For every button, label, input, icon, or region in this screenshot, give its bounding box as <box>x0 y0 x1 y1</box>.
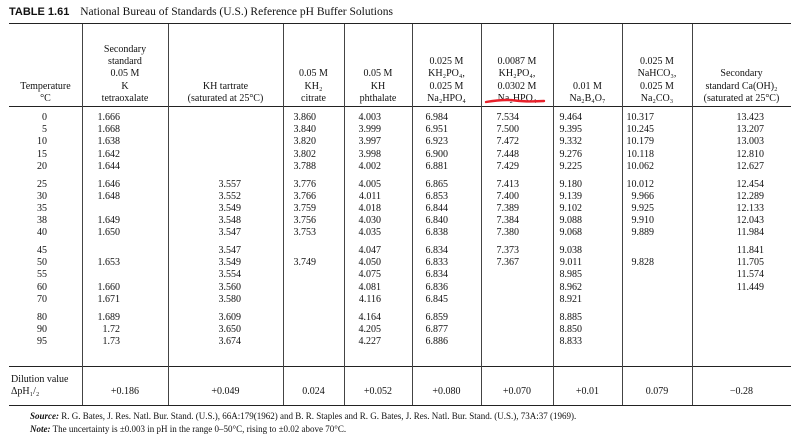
column-header-line: KH₂ <box>304 80 323 92</box>
ph-value-cell: 12.289 <box>736 190 764 202</box>
temperature-cell: 10 <box>37 136 47 148</box>
ph-value-cell: 6.951 <box>425 124 448 136</box>
highlight-underline <box>484 97 546 105</box>
ph-value-cell: 12.627 <box>736 160 764 172</box>
ph-value-cell: 6.886 <box>425 335 448 347</box>
ph-value-cell: 9.464 <box>559 112 582 123</box>
column-header-line: 0.025 M <box>429 56 464 68</box>
ph-value-cell: 4.116 <box>358 293 381 305</box>
column-header-line: (saturated at 25°C) <box>187 92 264 104</box>
ph-value-cell: 11.705 <box>736 257 764 269</box>
column-header-line: (saturated at 25°C) <box>703 92 780 104</box>
column-header-line: Temperature <box>20 80 71 92</box>
ph-value-cell: 4.011 <box>358 190 381 202</box>
column-header-line: standard <box>108 56 142 68</box>
ph-value-cell: 8.921 <box>559 293 582 305</box>
ph-value-cell: 12.043 <box>736 215 764 227</box>
ph-value-cell: 3.548 <box>218 215 241 227</box>
column-header-line: NaHCO₃, <box>637 68 677 80</box>
ph-value-cell: 7.429 <box>496 160 519 172</box>
ph-value-cell: 3.552 <box>218 190 241 202</box>
ph-value-cell: 6.833 <box>425 257 448 269</box>
column-header <box>412 27 481 105</box>
column-header-line: phthalate <box>359 92 397 104</box>
ph-value-cell: 10.245 <box>626 124 654 136</box>
header-rule <box>9 106 791 107</box>
ph-value-cell: 6.840 <box>425 215 448 227</box>
ph-value-cell: 6.859 <box>425 311 448 323</box>
source-line <box>30 411 576 421</box>
ph-value-cell: 7.389 <box>496 202 519 214</box>
ph-value-cell: 9.011 <box>559 257 582 269</box>
ph-value-cell: 1.644 <box>97 160 120 172</box>
dilution-value: −0.28 <box>729 386 754 397</box>
source-text: R. G. Bates, J. Res. Natl. Bur. Stand. (U.S.), 66A:179(1962) and B. R. Staples and R. G. Bates, J. Res. Natl. Bur. Stand. (U.S.), 73A:37 (1969). <box>61 411 577 421</box>
ph-value-cell: 6.844 <box>425 202 448 214</box>
column-header-line: Na₂CO₃ <box>640 92 674 104</box>
ph-value-cell: 4.075 <box>358 269 381 281</box>
ph-value-cell: 6.881 <box>425 160 448 172</box>
ph-value-cell: 1.650 <box>97 227 120 239</box>
column-header-line: K <box>121 80 129 92</box>
ph-value-cell: 3.820 <box>293 136 316 148</box>
ph-value-cell: 9.068 <box>559 227 582 239</box>
ph-value-cell: 9.225 <box>559 160 582 172</box>
temperature-cell: 45 <box>37 245 47 256</box>
ph-value-cell: 1.660 <box>97 281 120 293</box>
ph-value-cell: 10.012 <box>626 178 654 190</box>
dilution-label-line: Dilution value <box>11 374 69 385</box>
ph-value-cell: 3.776 <box>293 178 316 190</box>
note-label: Note: <box>30 424 51 434</box>
ph-value-cell: 6.923 <box>425 136 448 148</box>
ph-value-cell: 3.650 <box>218 323 241 335</box>
ph-value-cell: 9.828 <box>631 257 654 269</box>
ph-value-cell: 6.984 <box>425 112 448 123</box>
ph-value-cell: 3.998 <box>358 148 381 160</box>
ph-value-cell: 3.756 <box>293 215 316 227</box>
ph-value-cell: 4.002 <box>358 160 381 172</box>
column-header <box>82 27 168 105</box>
ph-value-cell: 4.030 <box>358 215 381 227</box>
ph-value-cell: 4.003 <box>358 112 381 123</box>
ph-value-cell: 9.180 <box>559 178 582 190</box>
ph-value-cell: 10.179 <box>626 136 654 148</box>
ph-value-cell: 10.118 <box>626 148 654 160</box>
ph-value-cell: 7.500 <box>496 124 519 136</box>
ph-value-cell: 6.834 <box>425 269 448 281</box>
note-text: The uncertainty is ±0.003 in pH in the range 0–50°C, rising to ±0.02 above 70°C. <box>52 424 347 434</box>
ph-value-cell: 1.642 <box>97 148 120 160</box>
dilution-value: +0.049 <box>211 386 240 397</box>
ph-value-cell: 8.833 <box>559 335 582 347</box>
ph-value-cell: 7.413 <box>496 178 519 190</box>
ph-value-cell: 4.227 <box>358 335 381 347</box>
ph-value-cell: 8.985 <box>559 269 582 281</box>
ph-value-cell: 7.534 <box>496 112 519 123</box>
ph-value-cell: 4.164 <box>358 311 381 323</box>
ph-value-cell: 9.276 <box>559 148 582 160</box>
ph-value-cell: 13.423 <box>736 112 764 123</box>
ph-value-cell: 1.671 <box>97 293 120 305</box>
ph-value-cell: 11.574 <box>736 269 764 281</box>
column-header-line: 0.0302 M <box>497 80 537 92</box>
dilution-value: 0.024 <box>302 386 325 397</box>
temperature-cell: 30 <box>37 190 47 202</box>
ph-value-cell: 1.73 <box>102 335 120 347</box>
ph-value-cell: 1.72 <box>102 323 120 335</box>
ph-value-cell: 4.005 <box>358 178 381 190</box>
body-rule <box>9 366 791 367</box>
column-header-line: 0.025 M <box>640 56 674 68</box>
temperature-cell: 95 <box>37 335 47 347</box>
ph-value-cell: 1.646 <box>97 178 120 190</box>
ph-value-cell: 11.984 <box>736 227 764 239</box>
ph-value-cell: 4.205 <box>358 323 381 335</box>
ph-value-cell: 7.384 <box>496 215 519 227</box>
temperature-cell: 35 <box>37 202 47 214</box>
ph-value-cell: 3.554 <box>218 269 241 281</box>
ph-value-cell: 6.836 <box>425 281 448 293</box>
column-header <box>9 27 82 105</box>
ph-value-cell: 9.139 <box>559 190 582 202</box>
ph-value-cell: 3.759 <box>293 202 316 214</box>
column-header-line: Secondary <box>103 43 147 55</box>
column-header-line: citrate <box>301 92 326 104</box>
ph-value-cell: 9.966 <box>631 190 654 202</box>
ph-value-cell: 9.038 <box>559 245 582 256</box>
column-header-line: 0.05 M <box>363 68 393 80</box>
ph-value-cell: 3.749 <box>293 257 316 269</box>
column-header-line: 0.01 M <box>573 80 602 92</box>
ph-value-cell: 8.850 <box>559 323 582 335</box>
column-header-line: 0.025 M <box>640 80 674 92</box>
ph-value-cell: 9.332 <box>559 136 582 148</box>
source-label: Source: <box>30 411 59 421</box>
column-header <box>622 27 692 105</box>
top-rule <box>9 23 791 24</box>
column-header-line: Na₂B₄O₇ <box>569 92 606 104</box>
ph-value-cell: 3.997 <box>358 136 381 148</box>
ph-value-cell: 9.889 <box>631 227 654 239</box>
ph-value-cell: 1.668 <box>97 124 120 136</box>
temperature-cell: 5 <box>42 124 47 136</box>
ph-value-cell: 9.910 <box>631 215 654 227</box>
ph-value-cell: 7.367 <box>496 257 519 269</box>
column-header <box>344 27 412 105</box>
ph-value-cell: 6.838 <box>425 227 448 239</box>
column-header <box>283 27 344 105</box>
ph-value-cell: 1.666 <box>97 112 120 123</box>
ph-value-cell: 10.062 <box>626 160 654 172</box>
dilution-value: 0.079 <box>645 386 669 397</box>
column-header-line: 0.0087 M <box>497 56 537 68</box>
dilution-value: +0.052 <box>363 386 393 397</box>
temperature-cell: 38 <box>37 215 47 227</box>
ph-value-cell: 9.925 <box>631 202 654 214</box>
ph-value-cell: 12.454 <box>736 178 764 190</box>
ph-value-cell: 3.753 <box>293 227 316 239</box>
ph-value-cell: 6.845 <box>425 293 448 305</box>
ph-value-cell: 3.580 <box>218 293 241 305</box>
temperature-cell: 20 <box>37 160 47 172</box>
ph-value-cell: 12.133 <box>736 202 764 214</box>
ph-value-cell: 7.373 <box>496 245 519 256</box>
ph-value-cell: 4.018 <box>358 202 381 214</box>
column-header-line: standard Ca(OH)₂ <box>705 80 778 92</box>
note-line <box>30 424 346 434</box>
ph-value-cell: 1.689 <box>97 311 120 323</box>
ph-value-cell: 7.400 <box>496 190 519 202</box>
temperature-cell: 80 <box>37 311 47 323</box>
ph-value-cell: 6.877 <box>425 323 448 335</box>
dilution-value: +0.01 <box>575 386 600 397</box>
column-header-line: KH₂PO₄, <box>498 68 536 80</box>
ph-value-cell: 3.788 <box>293 160 316 172</box>
ph-value-cell: 3.549 <box>218 202 241 214</box>
temperature-cell: 0 <box>42 112 47 123</box>
column-header-line: KH <box>370 80 386 92</box>
temperature-cell: 90 <box>37 323 47 335</box>
dilution-label-line: ΔpH₁/₂ <box>11 386 40 397</box>
ph-value-cell: 3.549 <box>218 257 241 269</box>
ph-value-cell: 9.395 <box>559 124 582 136</box>
temperature-cell: 15 <box>37 148 47 160</box>
column-header-line: Na₂HPO₄ <box>427 92 466 104</box>
ph-value-cell: 3.557 <box>218 178 241 190</box>
column-header-line: KH₂PO₄, <box>428 68 465 80</box>
ph-value-cell: 3.547 <box>218 245 241 256</box>
column-header-line: tetraoxalate <box>101 92 149 104</box>
temperature-cell: 50 <box>37 257 47 269</box>
ph-value-cell: 3.840 <box>293 124 316 136</box>
ph-value-cell: 8.962 <box>559 281 582 293</box>
temperature-cell: 60 <box>37 281 47 293</box>
temperature-cell: 70 <box>37 293 47 305</box>
bottom-rule <box>9 405 791 406</box>
ph-value-cell: 11.449 <box>736 281 764 293</box>
temperature-cell: 40 <box>37 227 47 239</box>
ph-value-cell: 6.865 <box>425 178 448 190</box>
ph-value-cell: 3.766 <box>293 190 316 202</box>
column-header <box>692 27 791 105</box>
ph-value-cell: 11.841 <box>736 245 764 256</box>
column-header-line: 0.05 M <box>299 68 328 80</box>
ph-value-cell: 3.547 <box>218 227 241 239</box>
ph-value-cell: 9.102 <box>559 202 582 214</box>
ph-value-cell: 6.853 <box>425 190 448 202</box>
column-header-line: 0.05 M <box>110 68 140 80</box>
ph-value-cell: 3.674 <box>218 335 241 347</box>
column-header-line: KH tartrate <box>202 80 249 92</box>
dilution-value: +0.186 <box>110 386 140 397</box>
ph-value-cell: 4.047 <box>358 245 381 256</box>
ph-value-cell: 6.900 <box>425 148 448 160</box>
column-header-line: °C <box>40 92 51 104</box>
ph-value-cell: 8.885 <box>559 311 582 323</box>
dilution-label <box>11 374 69 398</box>
ph-value-cell: 4.081 <box>358 281 381 293</box>
ph-value-cell: 13.003 <box>736 136 764 148</box>
ph-value-cell: 3.609 <box>218 311 241 323</box>
ph-value-cell: 6.834 <box>425 245 448 256</box>
dilution-value: +0.070 <box>502 386 532 397</box>
ph-value-cell: 1.638 <box>97 136 120 148</box>
column-header <box>168 27 283 105</box>
ph-value-cell: 7.472 <box>496 136 519 148</box>
ph-value-cell: 1.649 <box>97 215 120 227</box>
column-header-line: 0.025 M <box>429 80 464 92</box>
ph-value-cell: 1.653 <box>97 257 120 269</box>
ph-value-cell: 3.560 <box>218 281 241 293</box>
column-header-line: Na₂HPO₄ <box>497 92 537 104</box>
ph-value-cell: 10.317 <box>626 112 654 123</box>
ph-value-cell: 4.035 <box>358 227 381 239</box>
table-title: National Bureau of Standards (U.S.) Reference pH Buffer Solutions <box>80 6 393 18</box>
ph-value-cell: 3.860 <box>293 112 316 123</box>
temperature-cell: 55 <box>37 269 47 281</box>
dilution-value: +0.080 <box>432 386 461 397</box>
table-number: TABLE 1.61 <box>9 6 70 18</box>
column-header-line: Secondary <box>720 68 763 80</box>
ph-value-cell: 3.999 <box>358 124 381 136</box>
ph-value-cell: 9.088 <box>559 215 582 227</box>
ph-value-cell: 4.050 <box>358 257 381 269</box>
column-header <box>553 27 622 105</box>
column-header <box>481 27 553 105</box>
ph-value-cell: 7.380 <box>496 227 519 239</box>
ph-value-cell: 13.207 <box>736 124 764 136</box>
ph-value-cell: 1.648 <box>97 190 120 202</box>
ph-value-cell: 7.448 <box>496 148 519 160</box>
temperature-cell: 25 <box>37 178 47 190</box>
ph-value-cell: 12.810 <box>736 148 764 160</box>
table-caption <box>9 6 393 18</box>
ph-value-cell: 3.802 <box>293 148 316 160</box>
